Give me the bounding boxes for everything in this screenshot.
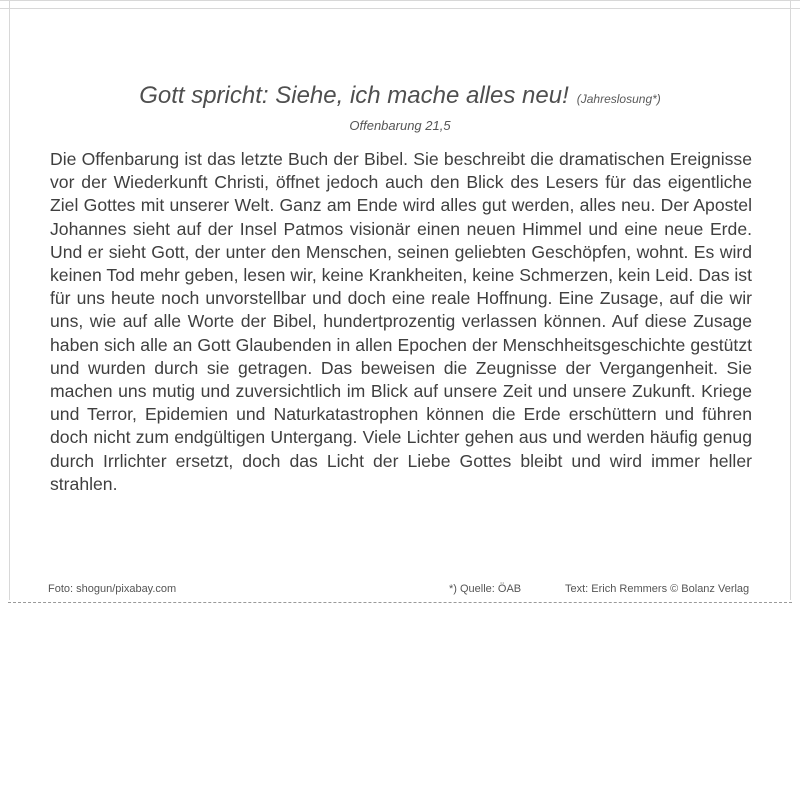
- verse-heading: [0, 82, 800, 110]
- verse-title: Gott spricht: Siehe, ich mache alles neu!: [139, 82, 569, 109]
- top-border: [0, 0, 800, 9]
- verse-reference: Offenbarung 21,5: [349, 118, 451, 133]
- verse-note: (Jahreslosung*): [576, 92, 661, 106]
- perforation-line: [8, 602, 792, 603]
- devotional-text: Die Offenbarung ist das letzte Buch der Bibel. Sie beschreibt die dramatischen Ereignisse vor der Wiederkunft Christi, öffnet jedoch auch den Blick des Lesers für das eigentliche Ziel Gottes mit unserer Welt. Ganz am Ende wird alles gut werden, alles neu. Der Apostel Johannes sieht auf der Insel Patmos visionär einen neuen Himmel und eine neue Erde. Und er sieht Gott, der unter den Menschen, seinen geliebten Geschöpfen, wohnt. Es wird keinen Tod mehr geben, lesen wir, keine Krankheiten, keine Schmerzen, kein Leid. Das ist für uns heute noch unvorstellbar und doch eine reale Hoffnung. Eine Zusage, auf die wir uns, wie auf alle Worte der Bibel, hundertprozentig verlassen können. Auf diese Zusage haben sich alle an Gott Glaubenden in allen Epochen der Menschheitsgeschichte gestützt und wurden durch sie getragen. Das beweisen die Zeugnisse der Vergangenheit. Sie machen uns mutig und zuversichtlich im Blick auf unsere Zeit und unsere Zukunft. Kriege und Terror, Epidemien und Naturkatastrophen können die Erde erschüttern und führen doch nicht zum endgültigen Untergang. Viele Lichter gehen aus und werden häufig genug durch Irrlichter ersetzt, doch das Licht der Liebe Gottes bleibt und wird immer heller strahlen.: [50, 149, 752, 494]
- source-note: *) Quelle: ÖAB: [449, 583, 522, 595]
- photo-credit: Foto: shogun/pixabay.com: [48, 583, 177, 595]
- text-credit: Text: Erich Remmers © Bolanz Verlag: [565, 583, 750, 595]
